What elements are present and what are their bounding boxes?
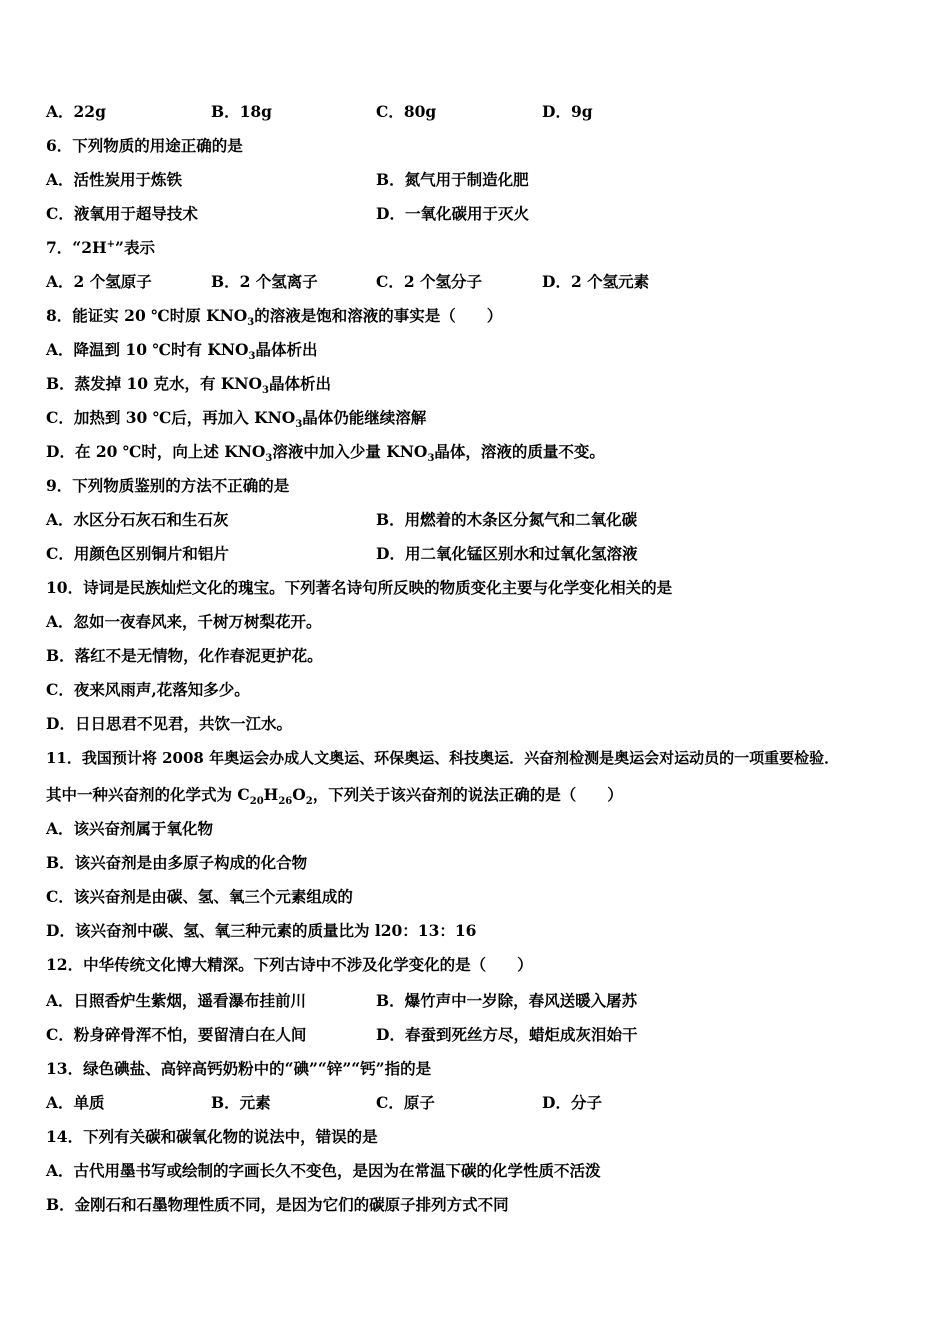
option-c: C．2 个氢分子 (376, 272, 483, 291)
option-b: B．2 个氢离子 (211, 272, 318, 291)
option-d: D．2 个氢元素 (542, 272, 650, 291)
question-10: 10．诗词是民族灿烂文化的瑰宝。下列著名诗句所反映的物质变化主要与化学变化相关的是 (46, 578, 673, 597)
q10-option-d: D．日日思君不见君，共饮一江水。 (46, 714, 292, 733)
option-c: C．液氧用于超导技术 (46, 204, 198, 223)
q11-option-a: A．该兴奋剂属于氧化物 (46, 819, 214, 838)
q11-option-b: B．该兴奋剂是由多原子构成的化合物 (46, 853, 308, 872)
q14-option-b: B．金刚石和石墨物理性质不同，是因为它们的碳原子排列方式不同 (46, 1195, 509, 1214)
q8-option-a: A．降温到 10 ℃时有 $KNO_3$晶体析出 (46, 340, 318, 363)
option-c: C．原子 (376, 1093, 435, 1112)
question-12: 12．中华传统文化博大精深。下列古诗中不涉及化学变化的是（ ） (46, 955, 533, 974)
q10-option-c: C．夜来风雨声,花落知多少。 (46, 680, 250, 699)
question-9: 9．下列物质鉴别的方法不正确的是 (46, 476, 290, 495)
q8-option-d: D．在 20 ℃时，向上述 $KNO_3$溶液中加入少量 $KNO_3$晶体，溶液的质量不变。 (46, 442, 605, 465)
option-a: A．水区分石灰石和生石灰 (46, 510, 229, 529)
q11-option-d: D．该兴奋剂中碳、氢、氧三种元素的质量比为 l20：13：16 (46, 921, 477, 940)
option-a: A．日照香炉生紫烟，遥看瀑布挂前川 (46, 991, 307, 1010)
option-a: A．22g (46, 102, 106, 121)
q8-option-c: C．加热到 30 ℃后，再加入 $KNO_3$晶体仍能继续溶解 (46, 408, 427, 431)
option-b: B．用燃着的木条区分氮气和二氧化碳 (376, 510, 638, 529)
option-c: C．80g (376, 102, 437, 121)
q9-options-row2 (46, 542, 638, 566)
q8-option-b: B．蒸发掉 10 克水，有 $KNO_3$晶体析出 (46, 374, 331, 397)
q9-options-row1 (46, 508, 638, 532)
question-7: 7．“2H+”表示 (46, 238, 155, 257)
option-b: B．爆竹声中一岁除，春风送暖入屠苏 (376, 991, 638, 1010)
q12-options-row2 (46, 1023, 638, 1047)
q14-option-a: A．古代用墨书写或绘制的字画长久不变色，是因为在常温下碳的化学性质不活泼 (46, 1161, 601, 1180)
question-13: 13．绿色碘盐、高锌高钙奶粉中的“碘”“锌”“钙”指的是 (46, 1059, 432, 1078)
option-c: C．用颜色区别铜片和铝片 (46, 544, 229, 563)
q10-option-b: B．落红不是无情物，化作春泥更护花。 (46, 646, 323, 665)
question-8: 8．能证实 20 ℃时原 $KNO_3$的溶液是饱和溶液的事实是（ ） (46, 306, 503, 329)
option-c: C．粉身碎骨浑不怕，要留清白在人间 (46, 1025, 307, 1044)
option-d: D．9g (542, 102, 593, 121)
q10-option-a: A．忽如一夜春风来，千树万树梨花开。 (46, 612, 322, 631)
option-d: D．春蚕到死丝方尽，蜡炬成灰泪始干 (376, 1025, 638, 1044)
option-d: D．一氧化碳用于灭火 (376, 204, 529, 223)
option-a: A．2 个氢原子 (46, 272, 152, 291)
option-b: B．氮气用于制造化肥 (376, 170, 529, 189)
option-d: D．用二氧化锰区别水和过氧化氢溶液 (376, 544, 638, 563)
question-11-formula: 其中一种兴奋剂的化学式为 $C_{20}H_{26}O_2$，下列关于该兴奋剂的说法正确的是（ ） (46, 785, 623, 808)
option-a: A．单质 (46, 1093, 105, 1112)
q12-options-row1 (46, 989, 638, 1013)
option-a: A．活性炭用于炼铁 (46, 170, 183, 189)
question-14: 14．下列有关碳和碳氧化物的说法中，错误的是 (46, 1127, 378, 1146)
question-6: 6．下列物质的用途正确的是 (46, 136, 243, 155)
q6-options-row1 (46, 168, 529, 192)
option-b: B．元素 (211, 1093, 271, 1112)
question-11: 11．我国预计将 2008 年奥运会办成人文奥运、环保奥运、科技奥运．兴奋剂检测是奥运会对运动员的一项重要检验． (46, 749, 840, 767)
option-b: B．18g (211, 102, 273, 121)
q11-option-c: C．该兴奋剂是由碳、氢、氧三个元素组成的 (46, 887, 353, 906)
q6-options-row2 (46, 202, 529, 226)
option-d: D．分子 (542, 1093, 602, 1112)
